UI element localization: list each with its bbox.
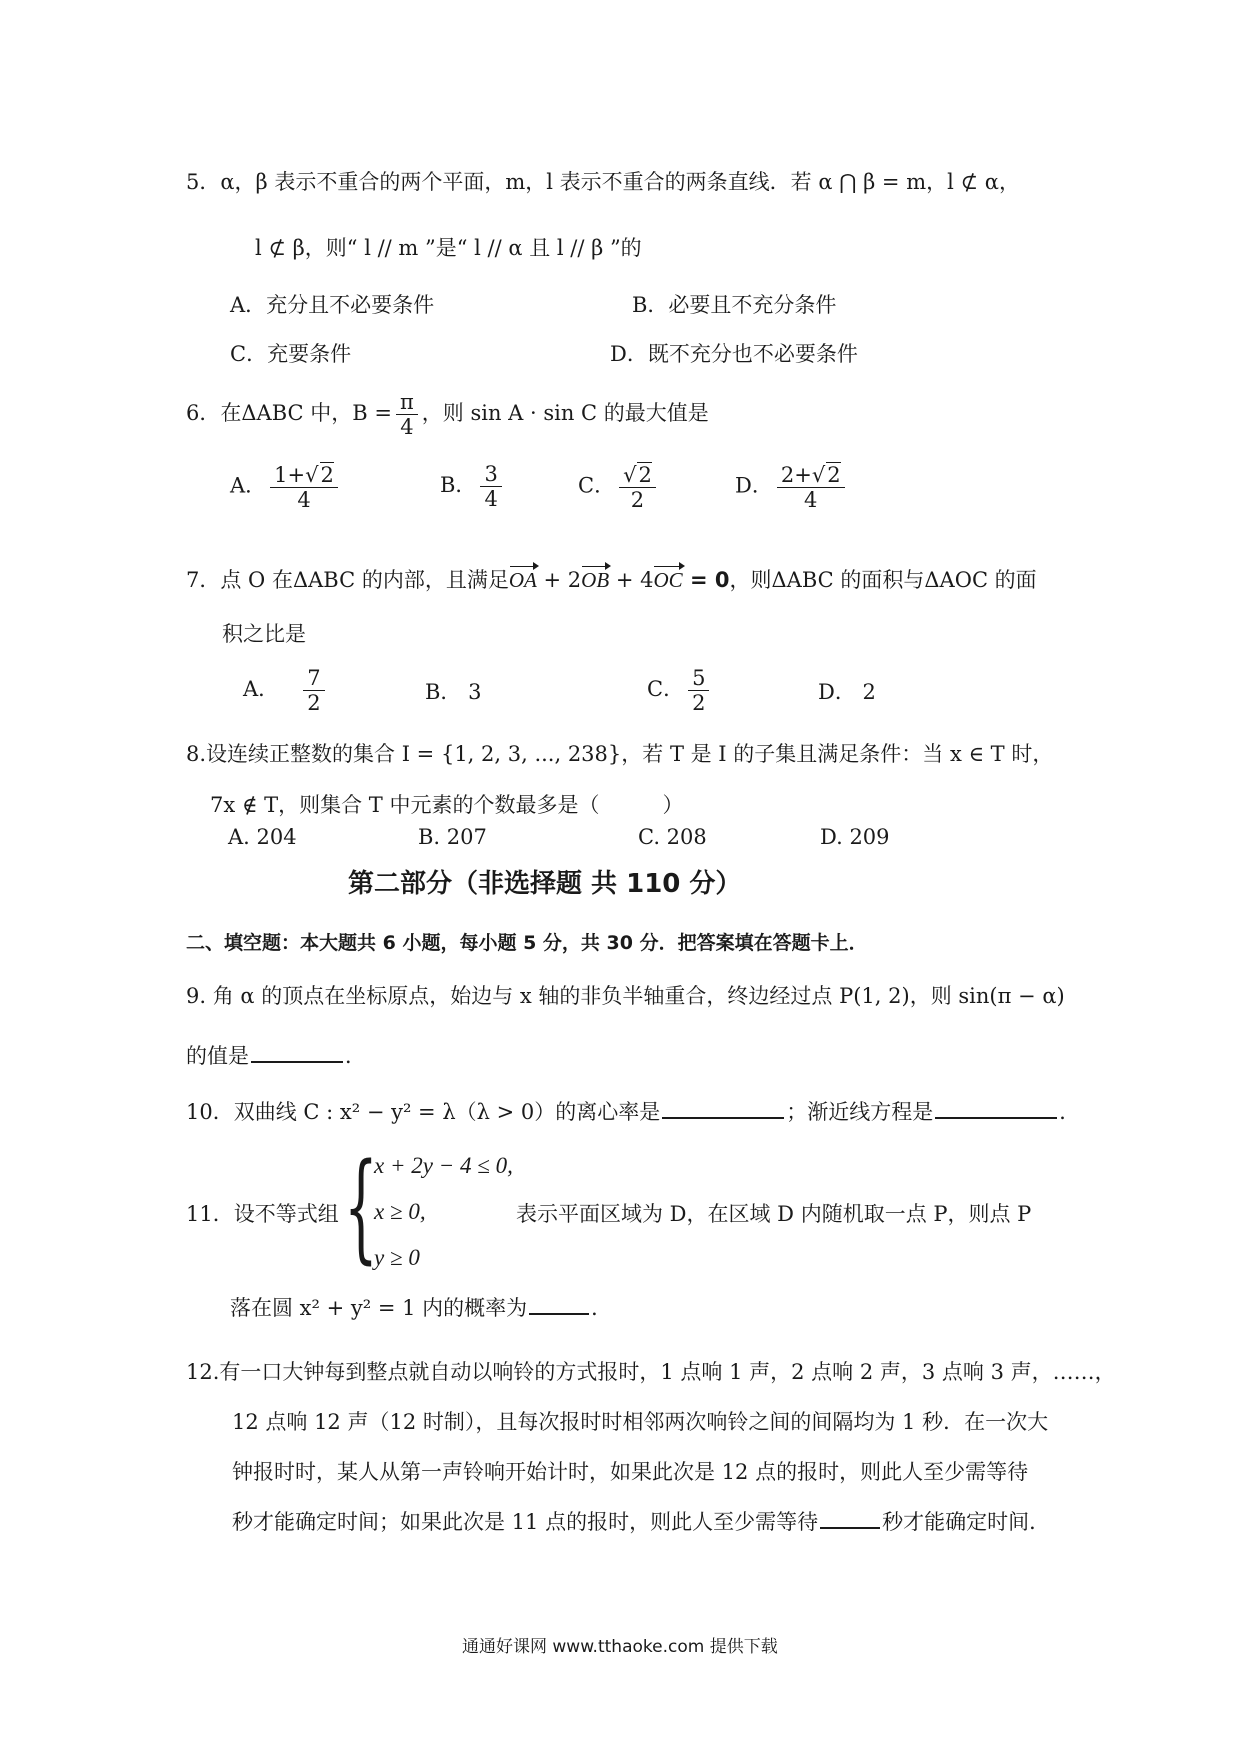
q5-option-d: D．既不充分也不必要条件 bbox=[610, 342, 858, 366]
q6-b-den: 4 bbox=[484, 487, 498, 512]
q11-row3: y ≥ 0 bbox=[374, 1245, 420, 1270]
q11-brace: { bbox=[344, 1137, 378, 1275]
q6-c-num-rad: 2 bbox=[638, 463, 652, 487]
q11-line2 bbox=[230, 1296, 612, 1321]
q8-option-b: B. 207 bbox=[418, 825, 487, 849]
q7-option-c-label: C． bbox=[647, 677, 685, 702]
q6-option-a-frac: $\frac{1+√2}{4}$ bbox=[270, 462, 338, 512]
q9-answer-blank bbox=[251, 1061, 343, 1063]
q10-stem bbox=[186, 1100, 1080, 1125]
q6-stem-pre: 在ΔABC 中，B = bbox=[220, 401, 392, 426]
q9-stem-line2 bbox=[186, 1044, 366, 1069]
q11-answer-blank bbox=[529, 1313, 589, 1315]
q7-stem bbox=[186, 568, 1037, 593]
q7-eq-zero: = 0 bbox=[682, 568, 730, 592]
q7-vector-ob: OB bbox=[581, 568, 610, 592]
q7-stem-line2: 积之比是 bbox=[222, 622, 306, 646]
q6-stem-post: ，则 sin A · sin C 的最大值是 bbox=[421, 401, 709, 426]
q7-option-c-frac bbox=[688, 666, 709, 715]
q5-option-b: B．必要且不充分条件 bbox=[632, 293, 837, 317]
q6-option-b-frac bbox=[480, 462, 501, 511]
q6-option-c-label: C． bbox=[578, 473, 616, 498]
q6-d-num-pre: 2+ bbox=[780, 463, 812, 487]
q10-answer-blank-2 bbox=[935, 1117, 1057, 1119]
q6-option-b bbox=[440, 462, 506, 511]
q9-line2-pre: 的值是 bbox=[186, 1044, 249, 1068]
q7-vector-oc: OC bbox=[653, 568, 683, 592]
q7-stem-post: ，则ΔABC 的面积与ΔAOC 的面 bbox=[729, 568, 1037, 592]
q6-option-a bbox=[230, 462, 342, 512]
q5-stem-line1: α，β 表示不重合的两个平面，m，l 表示不重合的两条直线．若 α ⋂ β = m，l ⊄ α， bbox=[220, 170, 1020, 194]
q7-option-d: D． 2 bbox=[818, 680, 876, 704]
part2-instruction: 二、填空题：本大题共 6 小题，每小题 5 分，共 30 分．把答案填在答题卡上． bbox=[186, 932, 868, 954]
q5-option-c: C．充要条件 bbox=[230, 342, 352, 366]
q8-option-c: C. 208 bbox=[638, 825, 707, 849]
q6-option-d bbox=[735, 462, 849, 512]
q6-option-a-label: A． bbox=[230, 473, 267, 498]
q6-frac-den: 4 bbox=[400, 415, 414, 440]
q7-number: 7． bbox=[186, 568, 221, 592]
q12-line4 bbox=[232, 1510, 1050, 1535]
q7-option-c bbox=[647, 666, 713, 715]
q6-option-c bbox=[578, 462, 660, 512]
q11-inequality-system bbox=[344, 1137, 534, 1277]
q6-option-c-frac: $\frac{√2}{2}$ bbox=[619, 462, 656, 512]
q6-b-num: 3 bbox=[480, 462, 501, 487]
q10-post: ． bbox=[1059, 1100, 1081, 1124]
page-footer: 通通好课网 www.tthaoke.com 提供下载 bbox=[462, 1637, 778, 1657]
q6-a-den: 4 bbox=[297, 488, 311, 513]
q12-line2: 12 点响 12 声（12 时制），且每次报时时相邻两次响铃之间的间隔均为 1 秒．在一次大 bbox=[232, 1410, 1049, 1434]
q5-option-a: A．充分且不必要条件 bbox=[230, 293, 435, 317]
q10-mid: ；渐近线方程是 bbox=[786, 1100, 934, 1124]
q11-line2-pre: 落在圆 x² + y² = 1 内的概率为 bbox=[230, 1296, 528, 1320]
q7-a-num: 7 bbox=[303, 666, 324, 691]
q11-row1: x + 2y − 4 ≤ 0, bbox=[374, 1153, 513, 1178]
q7-plus1: + 2 bbox=[536, 568, 582, 592]
q11-label: 11．设不等式组 bbox=[186, 1202, 339, 1226]
q6-c-den: 2 bbox=[630, 488, 645, 513]
part2-title: 第二部分（非选择题 共 110 分） bbox=[348, 869, 742, 899]
q8-stem-line2: 7x ∉ T，则集合 T 中元素的个数最多是（ ） bbox=[210, 793, 684, 817]
q5-line1 bbox=[186, 170, 1020, 195]
q6-number: 6． bbox=[186, 401, 221, 426]
q7-plus2: + 4 bbox=[609, 568, 654, 592]
q12-line1: 12.有一口大钟每到整点就自动以响铃的方式报时，1 点响 1 声，2 点响 2 声，3 点响 3 声，……， bbox=[186, 1360, 1116, 1384]
q6-option-b-label: B． bbox=[440, 473, 477, 498]
q6-frac-num: π bbox=[396, 390, 418, 415]
q7-option-a-label: A． bbox=[243, 677, 280, 702]
q8-stem-line1: 8.设连续正整数的集合 I = {1, 2, 3, ..., 238}，若 T 是 I 的子集且满足条件：当 x ∈ T 时， bbox=[186, 742, 1054, 766]
q6-fraction bbox=[396, 390, 418, 439]
q11-post: 表示平面区域为 D，在区域 D 内随机取一点 P，则点 P bbox=[516, 1202, 1032, 1226]
q7-a-den: 2 bbox=[307, 691, 321, 716]
q12-line3: 钟报时时，某人从第一声铃响开始计时，如果此次是 12 点的报时，则此人至少需等待 bbox=[232, 1460, 1029, 1484]
q12-line4-post: 秒才能确定时间． bbox=[882, 1510, 1051, 1534]
q7-option-b: B． 3 bbox=[425, 680, 482, 704]
q6-option-d-label: D． bbox=[735, 473, 773, 498]
q8-option-d: D. 209 bbox=[820, 825, 890, 849]
q6-option-d-frac: $\frac{2+√2}{4}$ bbox=[777, 462, 845, 512]
q12-answer-blank-2 bbox=[820, 1527, 880, 1529]
q9-line2-post: ． bbox=[345, 1044, 366, 1068]
q6-a-num-rad: 2 bbox=[320, 463, 334, 487]
q7-c-den: 2 bbox=[692, 691, 706, 716]
q6-a-num-pre: 1+ bbox=[274, 463, 306, 487]
q5-number: 5． bbox=[186, 170, 221, 194]
q7-stem-pre: 点 O 在ΔABC 的内部，且满足 bbox=[220, 568, 509, 592]
q7-c-num: 5 bbox=[688, 666, 709, 691]
q5-stem-line2: l ⊄ β，则“ l // m ”是“ l // α 且 l // β ”的 bbox=[255, 236, 642, 260]
q6-d-num-rad: 2 bbox=[827, 463, 841, 487]
q10-answer-blank-1 bbox=[662, 1117, 784, 1119]
q12-line4-pre: 秒才能确定时间；如果此次是 11 点的报时，则此人至少需等待 bbox=[232, 1510, 819, 1534]
q6-stem bbox=[186, 390, 709, 439]
q9-stem-line1: 9. 角 α 的顶点在坐标原点，始边与 x 轴的非负半轴重合，终边经过点 P(1, 2)，则 sin(π − α) bbox=[186, 984, 1065, 1008]
q7-vector-oa: OA bbox=[508, 568, 537, 592]
q8-option-a: A. 204 bbox=[228, 825, 297, 849]
q11-line2-post: ． bbox=[591, 1296, 613, 1320]
q11-row2: x ≥ 0, bbox=[374, 1199, 426, 1224]
q10-pre: 10．双曲线 C : x² − y² = λ（λ > 0）的离心率是 bbox=[186, 1100, 661, 1124]
q7-option-a bbox=[243, 666, 329, 715]
q6-d-den: 4 bbox=[804, 488, 818, 513]
q7-option-a-frac bbox=[303, 666, 324, 715]
